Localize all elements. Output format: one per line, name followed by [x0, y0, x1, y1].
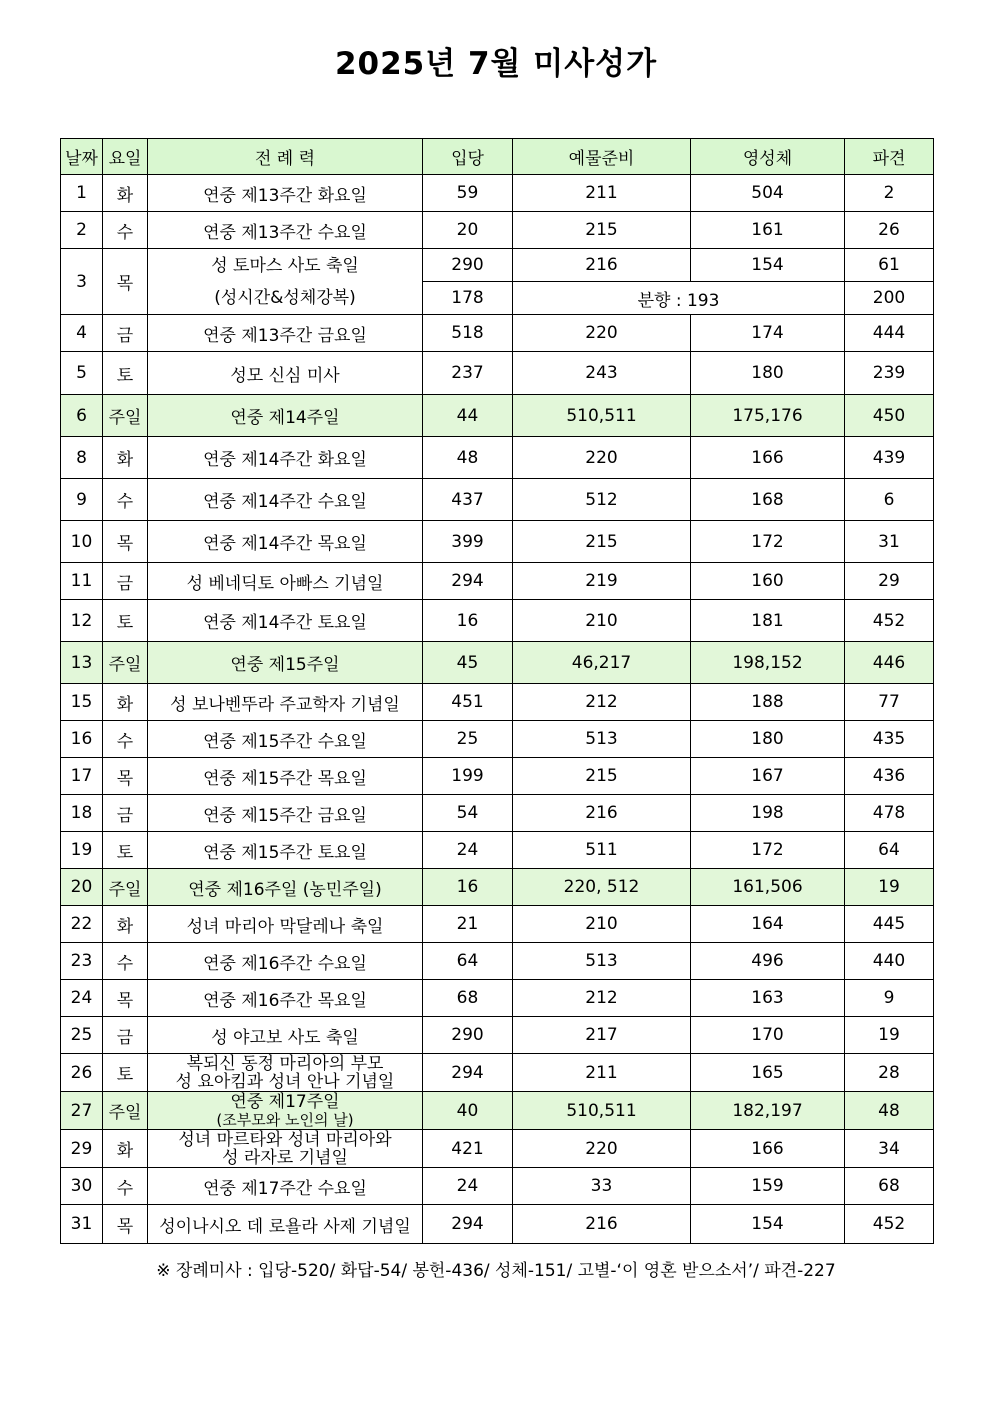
- offertory-cell: 217: [513, 1017, 691, 1054]
- table-row-sunday: [61, 642, 934, 684]
- liturgy-cell: 연중 제13주간 화요일: [148, 175, 423, 212]
- header-entrance: 입당: [423, 139, 513, 175]
- day-cell: 3: [61, 249, 103, 315]
- day-cell: 24: [61, 980, 103, 1017]
- liturgy-cell: 연중 제14주간 목요일: [148, 521, 423, 563]
- table-row: [61, 521, 934, 563]
- weekday-cell: 주일: [103, 1092, 148, 1130]
- weekday-cell: 수: [103, 212, 148, 249]
- entrance-cell: 294: [423, 1205, 513, 1244]
- entrance-cell: 20: [423, 212, 513, 249]
- liturgy-cell: 성모 신심 미사: [148, 352, 423, 395]
- entrance-cell: 21: [423, 906, 513, 943]
- communion-cell: 180: [691, 721, 845, 758]
- communion-cell: 496: [691, 943, 845, 980]
- entrance-cell: 68: [423, 980, 513, 1017]
- header-day: 날짜: [61, 139, 103, 175]
- weekday-cell: 수: [103, 721, 148, 758]
- table-row: [61, 212, 934, 249]
- weekday-cell: 수: [103, 943, 148, 980]
- offertory-cell: 220: [513, 437, 691, 479]
- table-row: [61, 1205, 934, 1244]
- entrance-cell: 199: [423, 758, 513, 795]
- weekday-cell: 토: [103, 600, 148, 642]
- incense-cell: 분향 : 193: [513, 282, 845, 315]
- offertory-cell: 215: [513, 212, 691, 249]
- communion-cell: 198,152: [691, 642, 845, 684]
- communion-cell: 180: [691, 352, 845, 395]
- weekday-cell: 화: [103, 684, 148, 721]
- liturgy-cell: 연중 제15주간 수요일: [148, 721, 423, 758]
- table-row: [61, 352, 934, 395]
- day-cell: 9: [61, 479, 103, 521]
- offertory-cell: 216: [513, 1205, 691, 1244]
- liturgy-line-2: (조부모와 노인의 날): [216, 1110, 354, 1129]
- offertory-cell: 212: [513, 980, 691, 1017]
- weekday-cell: 화: [103, 437, 148, 479]
- day-cell: 5: [61, 352, 103, 395]
- liturgy-cell: 연중 제15주간 금요일: [148, 795, 423, 832]
- offertory-cell: 46,217: [513, 642, 691, 684]
- entrance-cell: 59: [423, 175, 513, 212]
- day-cell: 18: [61, 795, 103, 832]
- table-row: [61, 832, 934, 869]
- table-row: [61, 684, 934, 721]
- table-row: [61, 721, 934, 758]
- liturgy-cell: 연중 제15주간 토요일: [148, 832, 423, 869]
- entrance-cell: 16: [423, 600, 513, 642]
- dismissal-cell: 239: [845, 352, 934, 395]
- liturgy-cell: 성이나시오 데 로욜라 사제 기념일: [148, 1205, 423, 1244]
- weekday-cell: 목: [103, 980, 148, 1017]
- dismissal-cell: 9: [845, 980, 934, 1017]
- table-row-sunday: [61, 869, 934, 906]
- weekday-cell: 수: [103, 479, 148, 521]
- entrance-cell: 294: [423, 563, 513, 600]
- offertory-cell: 220, 512: [513, 869, 691, 906]
- entrance-cell: 16: [423, 869, 513, 906]
- entrance-cell: 178: [423, 282, 513, 315]
- liturgy-cell: [148, 1054, 423, 1092]
- table-row: [61, 600, 934, 642]
- table-row: [61, 943, 934, 980]
- dismissal-cell: 445: [845, 906, 934, 943]
- liturgy-cell: 연중 제14주간 화요일: [148, 437, 423, 479]
- table-row: [61, 315, 934, 352]
- dismissal-cell: 61: [845, 249, 934, 282]
- day-cell: 13: [61, 642, 103, 684]
- communion-cell: 504: [691, 175, 845, 212]
- communion-cell: 164: [691, 906, 845, 943]
- table-row: [61, 1130, 934, 1168]
- header-liturgy: 전 례 력: [148, 139, 423, 175]
- entrance-cell: 421: [423, 1130, 513, 1168]
- liturgy-cell: 연중 제16주간 수요일: [148, 943, 423, 980]
- day-cell: 8: [61, 437, 103, 479]
- header-dismissal: 파견: [845, 139, 934, 175]
- day-cell: 29: [61, 1130, 103, 1168]
- liturgy-cell: 성 보나벤뚜라 주교학자 기념일: [148, 684, 423, 721]
- liturgy-cell: 성녀 마리아 막달레나 축일: [148, 906, 423, 943]
- communion-cell: 182,197: [691, 1092, 845, 1130]
- dismissal-cell: 450: [845, 395, 934, 437]
- dismissal-cell: 6: [845, 479, 934, 521]
- entrance-cell: 294: [423, 1054, 513, 1092]
- entrance-cell: 24: [423, 832, 513, 869]
- entrance-cell: 40: [423, 1092, 513, 1130]
- weekday-cell: 화: [103, 906, 148, 943]
- offertory-cell: 510,511: [513, 395, 691, 437]
- offertory-cell: 210: [513, 600, 691, 642]
- offertory-cell: 210: [513, 906, 691, 943]
- communion-cell: 174: [691, 315, 845, 352]
- dismissal-cell: 435: [845, 721, 934, 758]
- header-row: [61, 139, 934, 175]
- dismissal-cell: 446: [845, 642, 934, 684]
- day-cell: 23: [61, 943, 103, 980]
- offertory-cell: 211: [513, 175, 691, 212]
- entrance-cell: 45: [423, 642, 513, 684]
- entrance-cell: 290: [423, 1017, 513, 1054]
- liturgy-cell: 성 야고보 사도 축일: [148, 1017, 423, 1054]
- communion-cell: 160: [691, 563, 845, 600]
- table-row: [61, 906, 934, 943]
- table-row: [61, 758, 934, 795]
- day-cell: 22: [61, 906, 103, 943]
- communion-cell: 166: [691, 1130, 845, 1168]
- weekday-cell: 주일: [103, 642, 148, 684]
- weekday-cell: 화: [103, 1130, 148, 1168]
- entrance-cell: 25: [423, 721, 513, 758]
- offertory-cell: 219: [513, 563, 691, 600]
- table-row: [61, 175, 934, 212]
- communion-cell: 154: [691, 1205, 845, 1244]
- liturgy-cell: 연중 제17주간 수요일: [148, 1168, 423, 1205]
- table-row: [61, 437, 934, 479]
- dismissal-cell: 452: [845, 1205, 934, 1244]
- offertory-cell: 511: [513, 832, 691, 869]
- entrance-cell: 24: [423, 1168, 513, 1205]
- table-row: [61, 249, 934, 282]
- liturgy-cell: 연중 제13주간 금요일: [148, 315, 423, 352]
- weekday-cell: 수: [103, 1168, 148, 1205]
- weekday-cell: 금: [103, 795, 148, 832]
- communion-cell: 170: [691, 1017, 845, 1054]
- dismissal-cell: 29: [845, 563, 934, 600]
- liturgy-cell: 연중 제14주간 수요일: [148, 479, 423, 521]
- offertory-cell: 220: [513, 315, 691, 352]
- dismissal-cell: 444: [845, 315, 934, 352]
- dismissal-cell: 452: [845, 600, 934, 642]
- dismissal-cell: 439: [845, 437, 934, 479]
- table-row: [61, 795, 934, 832]
- offertory-cell: 211: [513, 1054, 691, 1092]
- dismissal-cell: 478: [845, 795, 934, 832]
- liturgy-cell: [148, 1092, 423, 1130]
- day-cell: 25: [61, 1017, 103, 1054]
- day-cell: 27: [61, 1092, 103, 1130]
- table-row: [61, 980, 934, 1017]
- hymn-schedule-table: [60, 138, 934, 1244]
- entrance-cell: 64: [423, 943, 513, 980]
- liturgy-cell: [148, 1130, 423, 1168]
- dismissal-cell: 48: [845, 1092, 934, 1130]
- day-cell: 30: [61, 1168, 103, 1205]
- liturgy-cell: 연중 제16주일 (농민주일): [148, 869, 423, 906]
- offertory-cell: 243: [513, 352, 691, 395]
- table-row: [61, 1168, 934, 1205]
- communion-cell: 181: [691, 600, 845, 642]
- dismissal-cell: 19: [845, 1017, 934, 1054]
- day-cell: 11: [61, 563, 103, 600]
- entrance-cell: 48: [423, 437, 513, 479]
- table-row: [61, 1017, 934, 1054]
- dismissal-cell: 64: [845, 832, 934, 869]
- communion-cell: 175,176: [691, 395, 845, 437]
- dismissal-cell: 34: [845, 1130, 934, 1168]
- communion-cell: 188: [691, 684, 845, 721]
- liturgy-line-1: 성녀 마르타와 성녀 마리아와: [178, 1129, 392, 1150]
- day-cell: 26: [61, 1054, 103, 1092]
- communion-cell: 161,506: [691, 869, 845, 906]
- communion-cell: 172: [691, 521, 845, 563]
- offertory-cell: 510,511: [513, 1092, 691, 1130]
- liturgy-cell: 연중 제15주일: [148, 642, 423, 684]
- liturgy-line-2: (성시간&성체강복): [214, 287, 356, 308]
- liturgy-cell: [148, 249, 423, 315]
- liturgy-cell: 연중 제16주간 목요일: [148, 980, 423, 1017]
- day-cell: 2: [61, 212, 103, 249]
- entrance-cell: 399: [423, 521, 513, 563]
- header-weekday: 요일: [103, 139, 148, 175]
- table-row: [61, 563, 934, 600]
- entrance-cell: 54: [423, 795, 513, 832]
- day-cell: 16: [61, 721, 103, 758]
- offertory-cell: 512: [513, 479, 691, 521]
- day-cell: 12: [61, 600, 103, 642]
- communion-cell: 167: [691, 758, 845, 795]
- entrance-cell: 237: [423, 352, 513, 395]
- page-title: 2025년 7월 미사성가: [334, 46, 658, 82]
- dismissal-cell: 68: [845, 1168, 934, 1205]
- liturgy-line-1: 연중 제17주일: [230, 1091, 340, 1112]
- offertory-cell: 215: [513, 758, 691, 795]
- table-row: [61, 1054, 934, 1092]
- entrance-cell: 451: [423, 684, 513, 721]
- entrance-cell: 437: [423, 479, 513, 521]
- communion-cell: 154: [691, 249, 845, 282]
- day-cell: 31: [61, 1205, 103, 1244]
- funeral-mass-note: ※ 장례미사 : 입당-520/ 화답-54/ 봉헌-436/ 성체-151/ 고별-‘이 영혼 받으소서’/ 파견-227: [156, 1261, 836, 1281]
- day-cell: 4: [61, 315, 103, 352]
- liturgy-cell: 연중 제13주간 수요일: [148, 212, 423, 249]
- offertory-cell: 220: [513, 1130, 691, 1168]
- dismissal-cell: 436: [845, 758, 934, 795]
- offertory-cell: 216: [513, 249, 691, 282]
- weekday-cell: 주일: [103, 869, 148, 906]
- day-cell: 17: [61, 758, 103, 795]
- weekday-cell: 금: [103, 315, 148, 352]
- offertory-cell: 215: [513, 521, 691, 563]
- dismissal-cell: 26: [845, 212, 934, 249]
- liturgy-cell: 연중 제14주간 토요일: [148, 600, 423, 642]
- offertory-cell: 513: [513, 943, 691, 980]
- weekday-cell: 목: [103, 758, 148, 795]
- day-cell: 20: [61, 869, 103, 906]
- liturgy-cell: 성 베네딕토 아빠스 기념일: [148, 563, 423, 600]
- header-offertory: 예물준비: [513, 139, 691, 175]
- entrance-cell: 518: [423, 315, 513, 352]
- liturgy-line-2: 성 라자로 기념일: [222, 1147, 348, 1168]
- weekday-cell: 금: [103, 1017, 148, 1054]
- day-cell: 15: [61, 684, 103, 721]
- weekday-cell: 목: [103, 521, 148, 563]
- table-row: [61, 479, 934, 521]
- weekday-cell: 토: [103, 1054, 148, 1092]
- offertory-cell: 216: [513, 795, 691, 832]
- offertory-cell: 513: [513, 721, 691, 758]
- header-communion: 영성체: [691, 139, 845, 175]
- offertory-cell: 212: [513, 684, 691, 721]
- communion-cell: 159: [691, 1168, 845, 1205]
- communion-cell: 165: [691, 1054, 845, 1092]
- liturgy-line-2: 성 요아킴과 성녀 안나 기념일: [175, 1071, 395, 1092]
- entrance-cell: 44: [423, 395, 513, 437]
- weekday-cell: 금: [103, 563, 148, 600]
- dismissal-cell: 200: [845, 282, 934, 315]
- day-cell: 19: [61, 832, 103, 869]
- communion-cell: 168: [691, 479, 845, 521]
- liturgy-cell: 연중 제15주간 목요일: [148, 758, 423, 795]
- weekday-cell: 주일: [103, 395, 148, 437]
- communion-cell: 166: [691, 437, 845, 479]
- dismissal-cell: 31: [845, 521, 934, 563]
- liturgy-line-1: 성 토마스 사도 축일: [211, 255, 359, 276]
- table-row-sunday: [61, 395, 934, 437]
- entrance-cell: 290: [423, 249, 513, 282]
- dismissal-cell: 19: [845, 869, 934, 906]
- dismissal-cell: 28: [845, 1054, 934, 1092]
- communion-cell: 172: [691, 832, 845, 869]
- liturgy-line-1: 복되신 동정 마리아의 부모: [186, 1053, 384, 1074]
- weekday-cell: 목: [103, 1205, 148, 1244]
- table-row-sunday: [61, 1092, 934, 1130]
- dismissal-cell: 2: [845, 175, 934, 212]
- weekday-cell: 토: [103, 352, 148, 395]
- communion-cell: 163: [691, 980, 845, 1017]
- communion-cell: 198: [691, 795, 845, 832]
- dismissal-cell: 440: [845, 943, 934, 980]
- communion-cell: 161: [691, 212, 845, 249]
- day-cell: 10: [61, 521, 103, 563]
- offertory-cell: 33: [513, 1168, 691, 1205]
- weekday-cell: 토: [103, 832, 148, 869]
- dismissal-cell: 77: [845, 684, 934, 721]
- day-cell: 6: [61, 395, 103, 437]
- weekday-cell: 화: [103, 175, 148, 212]
- liturgy-cell: 연중 제14주일: [148, 395, 423, 437]
- weekday-cell: 목: [103, 249, 148, 315]
- day-cell: 1: [61, 175, 103, 212]
